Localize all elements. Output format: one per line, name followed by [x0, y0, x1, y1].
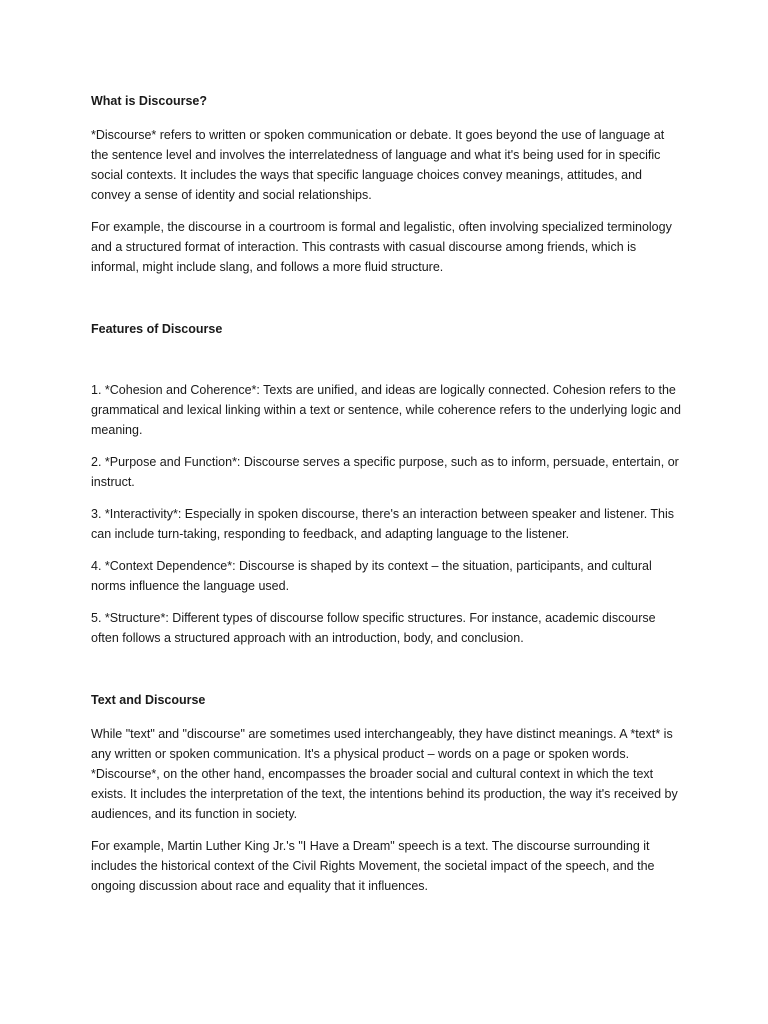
list-item: 5. *Structure*: Different types of discourse follow specific structures. For instance, academic discourse often follows a structured approach with an introduction, body, and conclusion.	[91, 611, 656, 645]
paragraph: For example, Martin Luther King Jr.'s "I Have a Dream" speech is a text. The discourse surrounding it includes the historical context of the Civil Rights Movement, the societal impact of the speech, and the ongoing discussion about race and equality that it influences.	[91, 839, 655, 893]
list-item: 3. *Interactivity*: Especially in spoken discourse, there's an interaction between speaker and listener. This can include turn-taking, responding to feedback, and adapting language to the listener.	[91, 507, 675, 541]
section-heading-text-and-discourse: Text and Discourse	[91, 693, 206, 707]
section-heading-what-is-discourse: What is Discourse?	[91, 94, 207, 108]
section-heading-features-of-discourse: Features of Discourse	[91, 322, 223, 336]
paragraph: *Discourse* refers to written or spoken communication or debate. It goes beyond the use of language at the sentence level and involves the interrelatedness of language and what it's being used for in specific social contexts. It includes the ways that specific language choices convey meanings, attitudes, and convey a sense of identity and social relationships.	[91, 128, 665, 202]
paragraph: While "text" and "discourse" are sometimes used interchangeably, they have distinct meanings. A *text* is any written or spoken communication. It's a physical product – words on a page or spoken words. *Discourse*, on the other hand, encompasses the broader social and cultural context in which the text exists. It includes the interpretation of the text, the intentions behind its production, the way it's received by audiences, and its function in society.	[91, 727, 678, 821]
list-item: 1. *Cohesion and Coherence*: Texts are unified, and ideas are logically connected. Cohesion refers to the grammatical and lexical linking within a text or sentence, while coherence refers to the underlying logic and meaning.	[91, 383, 681, 437]
list-item: 2. *Purpose and Function*: Discourse serves a specific purpose, such as to inform, persuade, entertain, or instruct.	[91, 455, 679, 489]
list-item: 4. *Context Dependence*: Discourse is shaped by its context – the situation, participants, and cultural norms influence the language used.	[91, 559, 652, 593]
document-page	[91, 93, 681, 896]
paragraph: For example, the discourse in a courtroom is formal and legalistic, often involving specialized terminology and a structured format of interaction. This contrasts with casual discourse among friends, which is informal, might include slang, and follows a more fluid structure.	[91, 220, 672, 274]
